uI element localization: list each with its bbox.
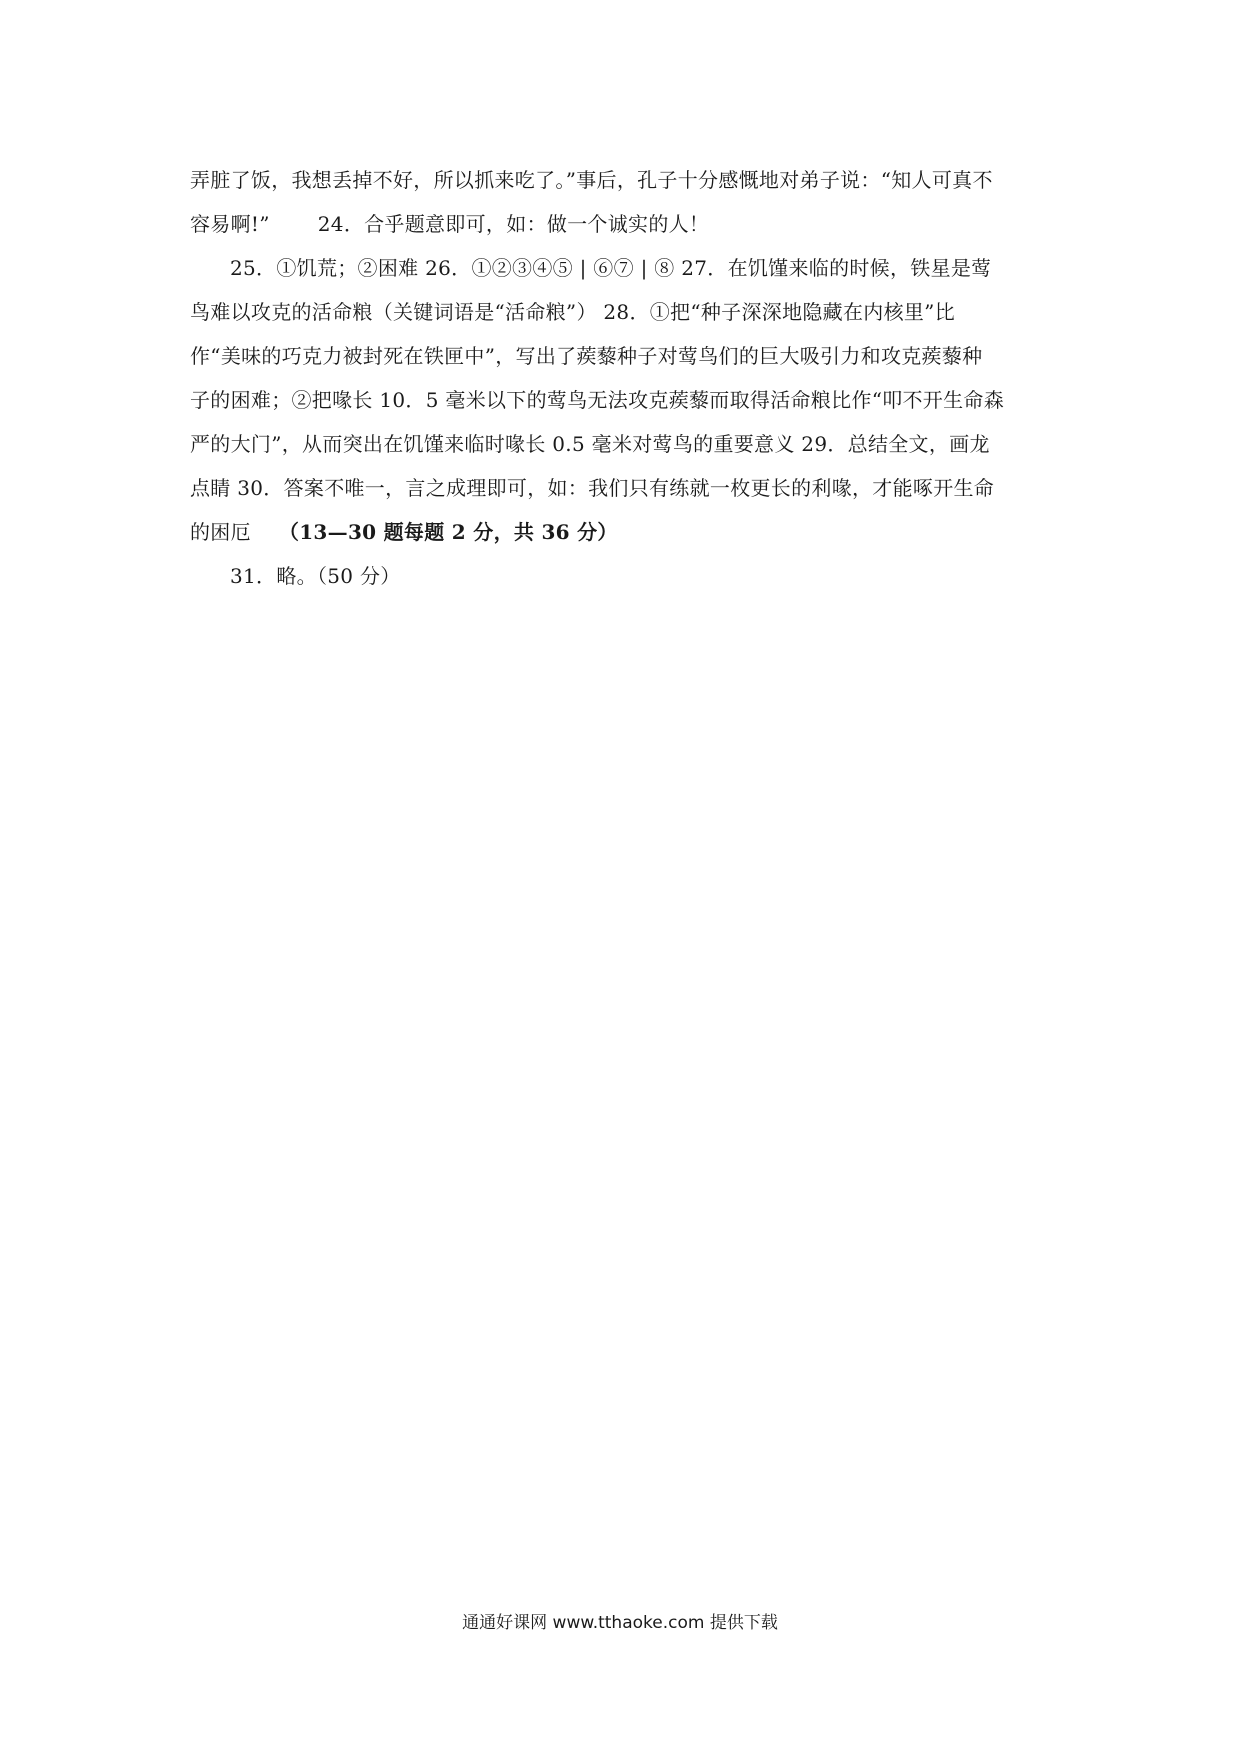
score-note: （13—30 题每题 2 分，共 36 分） bbox=[278, 520, 618, 544]
text-line-1: 弄脏了饭，我想丢掉不好，所以抓来吃了。”事后，孔子十分感慨地对弟子说：“知人可真不 bbox=[190, 168, 993, 192]
text-line-7: 严的大门”，从而突出在饥馑来临时喙长 0.5 毫米对莺鸟的重要意义 29．总结全文，画龙 bbox=[190, 432, 990, 456]
text-line-2 bbox=[190, 202, 1060, 246]
text-line-2-part-a: 容易啊!” bbox=[190, 212, 270, 236]
text-line-8: 点睛 30．答案不唯一，言之成理即可，如：我们只有练就一枚更长的利喙，才能啄开生命 bbox=[190, 476, 995, 500]
text-line-9 bbox=[190, 510, 1060, 554]
text-line-2-part-b: 24．合乎题意即可，如：做一个诚实的人！ bbox=[317, 212, 710, 236]
answer-text-block bbox=[190, 158, 1060, 598]
page-footer: 通通好课网 www.tthaoke.com 提供下载 bbox=[462, 1613, 778, 1633]
text-line-3: 25．①饥荒；②困难 26．①②③④⑤ | ⑥⑦ | ⑧ 27．在饥馑来临的时候，铁星是莺 bbox=[230, 256, 992, 280]
text-line-4: 鸟难以攻克的活命粮（关键词语是“活命粮”） 28．①把“种子深深地隐藏在内核里”比 bbox=[190, 300, 956, 324]
text-line-9-part-a: 的困厄 bbox=[190, 520, 251, 544]
text-line-10: 31．略。（50 分） bbox=[230, 564, 401, 588]
text-line-6: 子的困难；②把喙长 10．5 毫米以下的莺鸟无法攻克蒺藜而取得活命粮比作“叩不开生命森 bbox=[190, 388, 1005, 412]
text-line-5: 作“美味的巧克力被封死在铁匣中”，写出了蒺藜种子对莺鸟们的巨大吸引力和攻克蒺藜种 bbox=[190, 344, 983, 368]
